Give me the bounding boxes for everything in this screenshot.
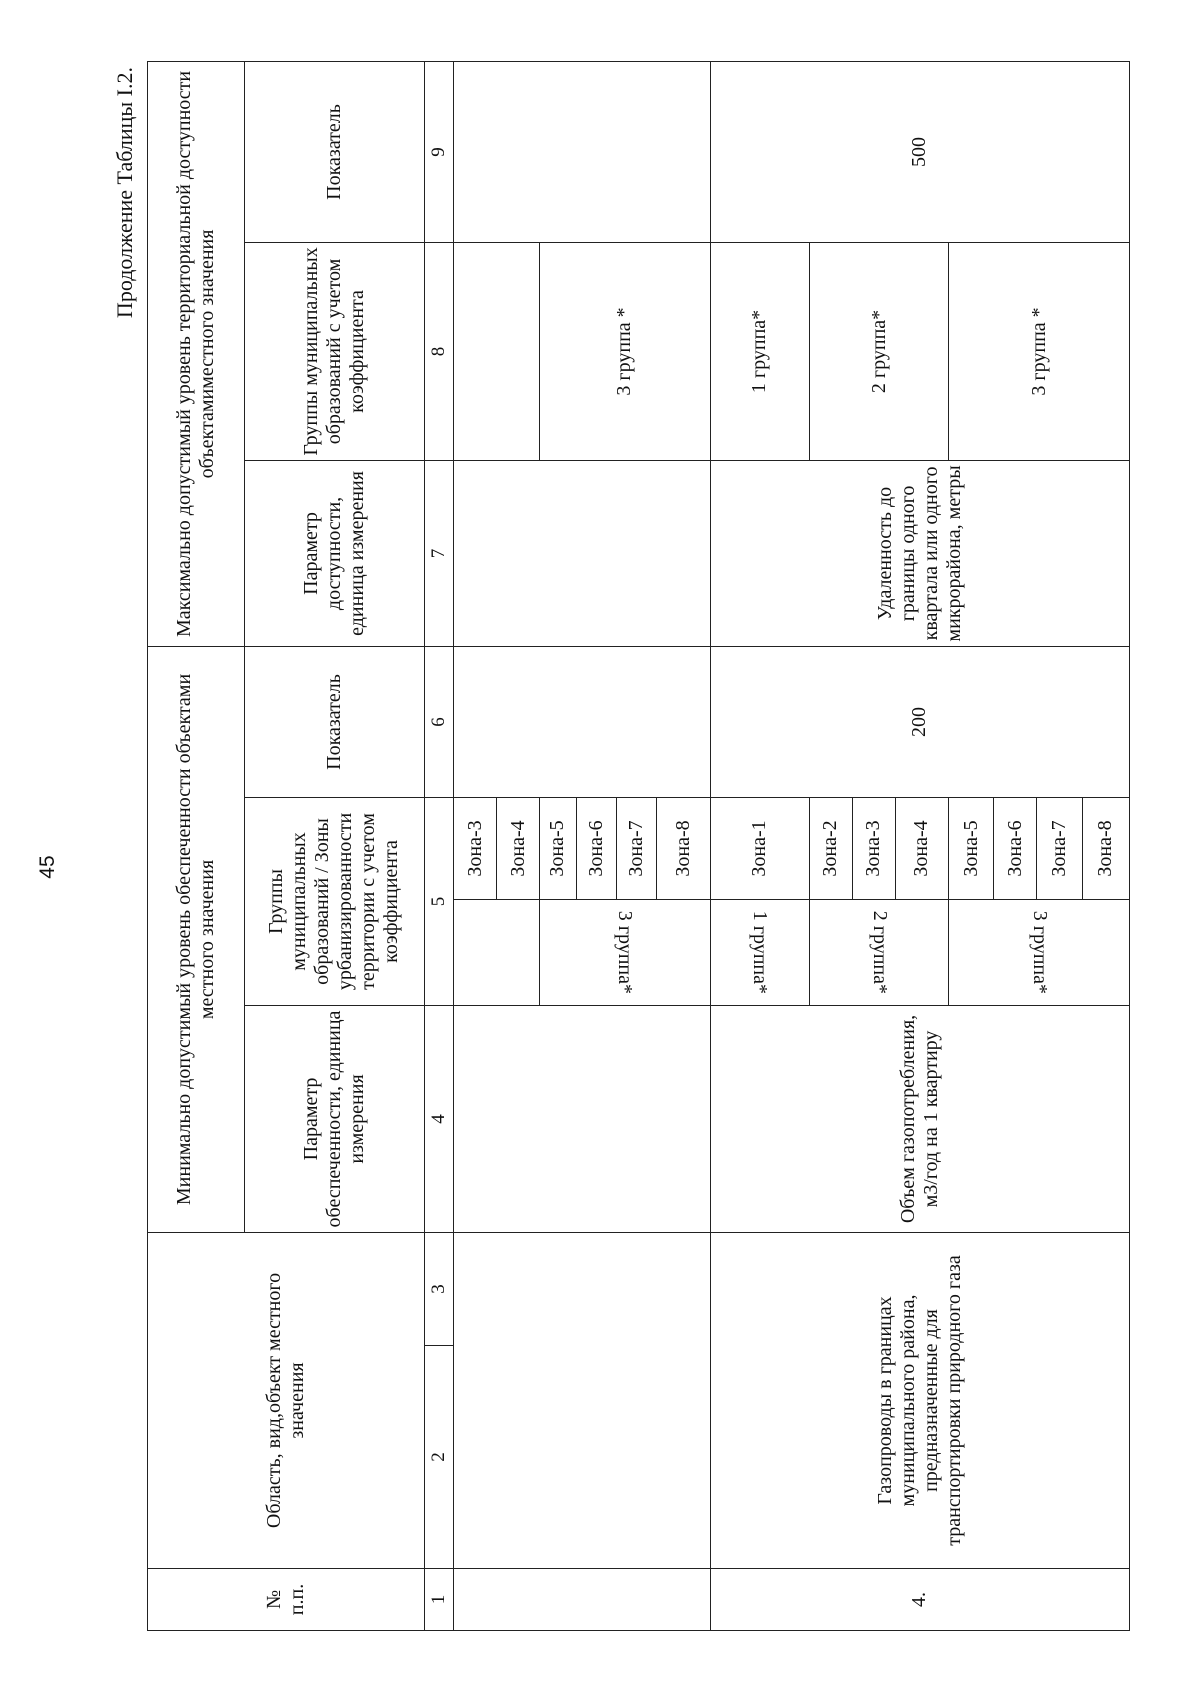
colnum-4: 4 [425, 1006, 454, 1233]
header-groups-coef: Группы муниципальных образований с учетом коэффициента [244, 242, 425, 460]
row4-no: 4. [710, 1569, 1129, 1631]
header-area: Область, вид,объект местного значения [148, 1233, 425, 1569]
row4-access-group3: 3 группа * [949, 242, 1130, 460]
header-param-access: Параметр доступности, единица измерения [244, 460, 425, 646]
block1-access-group-top [454, 242, 540, 460]
row4-access-group2: 2 группа* [809, 242, 949, 460]
zone: Зона-3 [852, 798, 895, 900]
block1-value [454, 646, 711, 797]
group-label: 2 группа* [868, 910, 891, 995]
row4-name: Газопроводы в границах муниципального района, предназначенные для транспортировки природного газа [710, 1233, 1129, 1569]
continuation-caption: Продолжение Таблицы I.2. [112, 67, 137, 319]
header-min-level: Минимально допустимый уровень обеспеченности объектами местного значения [148, 646, 245, 1232]
block1-access-value [454, 61, 711, 242]
row4-group1 [710, 900, 809, 1006]
colnum-1: 1 [425, 1569, 454, 1631]
row4-access-param: Удаленность до границы одного квартала или одного микрорайона, метры [710, 460, 1129, 646]
colnum-6: 6 [425, 646, 454, 797]
zone: Зона-4 [497, 798, 540, 900]
zone: Зона-1 [710, 798, 809, 900]
zone: Зона-5 [949, 798, 994, 900]
colnum-5: 5 [425, 798, 454, 1006]
zone: Зона-6 [576, 798, 617, 900]
group-label: 3 группа* [614, 910, 637, 995]
colnum-2: 2 [425, 1346, 454, 1569]
block1-access-group: 3 группа * [540, 242, 711, 460]
header-groups-zones: Группы муниципальных образований / Зоны урбанизированности территории с учетом коэффициента [244, 798, 425, 1006]
zone: Зона-4 [895, 798, 949, 900]
zone: Зона-5 [540, 798, 577, 900]
row4-group3 [949, 900, 1130, 1006]
zone: Зона-8 [657, 798, 711, 900]
row4-group2 [809, 900, 949, 1006]
header-max-level: Максимально допустимый уровень территориальной доступности объектамиместного значения [148, 61, 245, 646]
norms-table [147, 61, 1130, 1631]
block1-area [454, 1233, 711, 1569]
zone: Зона-8 [1082, 798, 1129, 900]
header-indicator-6: Показатель [244, 646, 425, 797]
colnum-8: 8 [425, 242, 454, 460]
row4-access-group1: 1 группа* [710, 242, 809, 460]
block1-group [540, 900, 711, 1006]
zone: Зона-3 [454, 798, 497, 900]
zone: Зона-6 [994, 798, 1037, 900]
row4-param: Объем газопотребления, м3/год на 1 квартиру [710, 1006, 1129, 1233]
header-indicator-9: Показатель [244, 61, 425, 242]
block1-group-top [454, 900, 540, 1006]
page-number: 45 [36, 855, 59, 879]
row4-value-provision: 200 [710, 646, 1129, 797]
block1-access-param [454, 460, 711, 646]
colnum-3: 3 [425, 1233, 454, 1346]
header-no: № п.п. [148, 1569, 425, 1631]
block1-no [454, 1569, 711, 1631]
zone: Зона-7 [1037, 798, 1082, 900]
group-label: 3 группа* [1028, 910, 1051, 995]
zone: Зона-7 [617, 798, 657, 900]
row4-value-access: 500 [710, 61, 1129, 242]
colnum-7: 7 [425, 460, 454, 646]
colnum-9: 9 [425, 61, 454, 242]
block1-param [454, 1006, 711, 1233]
zone: Зона-2 [809, 798, 852, 900]
group-label: 1 группа* [749, 910, 772, 995]
header-param-provision: Параметр обеспеченности, единица измерения [244, 1006, 425, 1233]
